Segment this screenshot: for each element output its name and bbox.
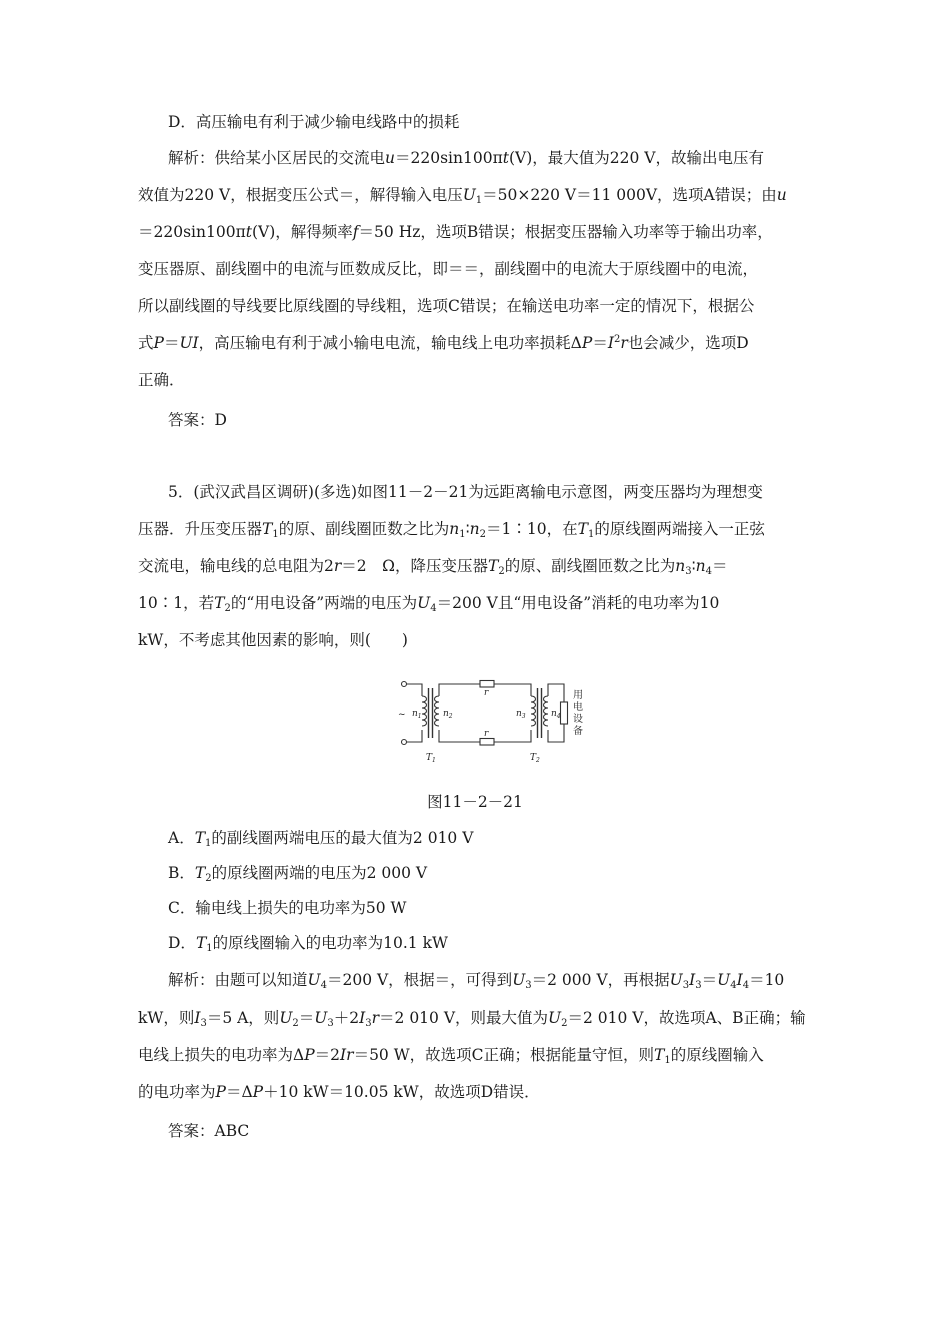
answer-2: 答案：ABC (168, 1122, 250, 1140)
coil-n3 (531, 696, 536, 726)
label-r-top: r (484, 688, 489, 698)
load-label-yong: 用 (573, 690, 583, 701)
question-5-line-2: 压器．升压变压器$T_1$的原、副线圈匝数之比为$n_1∶n_2=1∶10$，在$T_1$的原线圈两端接入一正弦 (138, 520, 765, 540)
analysis-2-line-3: 电线上损失的电功率为ΔP＝2Ir＝50 W，故选项C正确；根据能量守恒，则$T_1$的原线圈输入 (138, 1046, 764, 1066)
question-5-line-1: 5．(武汉武昌区调研)(多选)如图11－2－21为远距离输电示意图，两变压器均为理想变 (168, 483, 763, 501)
resistor-bottom (480, 739, 494, 746)
figure-caption: 图11－2－21 (427, 793, 523, 811)
load-label-dian: 电 (573, 702, 583, 713)
label-n4: $n_4$ (551, 709, 561, 720)
option-d-line: D．高压输电有利于减少输电线路中的损耗 (168, 113, 460, 131)
option-b: B．$T_2$的原线圈两端的电压为2 000 V (168, 864, 428, 884)
label-t1: $T_1$ (426, 753, 436, 764)
ac-source-symbol: ~ (398, 710, 406, 720)
label-n2: $n_2$ (443, 709, 453, 720)
analysis-2-line-2: kW，则$I_3=5$ A，则$U_2=U_3+2I_3r=2$ 010 V，则最大值为$U_2=2$ 010 V，故选项A、B正确；输 (138, 1009, 806, 1029)
input-terminal-bottom (402, 740, 407, 745)
option-d: D．$T_1$的原线圈输入的电功率为10.1 kW (168, 934, 448, 954)
coil-n4 (544, 696, 549, 726)
option-c: C．输电线上损失的电功率为50 W (168, 899, 407, 917)
input-terminal-top (402, 682, 407, 687)
load-resistor (561, 702, 568, 724)
transmission-circuit-diagram (388, 676, 598, 768)
label-n3: $n_3$ (516, 709, 526, 720)
resistor-top (480, 681, 494, 688)
analysis-1-line-3: ＝220sin100πt(V)，解得频率f＝50 Hz，选项B错误；根据变压器输入功率等于输出功率， (138, 223, 773, 241)
answer-1: 答案：D (168, 411, 227, 429)
load-label-she: 设 (573, 714, 583, 725)
label-t2: $T_2$ (530, 753, 540, 764)
analysis-1-line-6: 式P＝UI，高压输电有利于减小输电电流，输电线上电功率损耗$\Delta P=I^2r$也会减少，选项D (138, 334, 749, 352)
analysis-1-line-5: 所以副线圈的导线要比原线圈的导线粗，选项C错误；在输送电功率一定的情况下，根据公 (138, 297, 755, 315)
analysis-2-line-1: 解析：由题可以知道$U_4=200$ V，根据＝，可得到$U_3=2$ 000 V，再根据$U_3I_3=U_4I_4=10$ (168, 971, 785, 991)
question-5-line-3: 交流电，输电线的总电阻为2r＝2 Ω，降压变压器$T_2$的原、副线圈匝数之比为$n_3∶n_4=$ (138, 557, 728, 577)
analysis-2-line-4: 的电功率为P＝ΔP＋10 kW＝10.05 kW，故选项D错误． (138, 1083, 540, 1101)
analysis-1-line-2: 效值为220 V，根据变压公式＝，解得输入电压$U_1=50\times 220$ V＝11 000V，选项A错误；由u (138, 186, 787, 206)
label-r-bottom: r (484, 729, 489, 739)
option-a: A．$T_1$的副线圈两端电压的最大值为2 010 V (168, 829, 474, 849)
analysis-1-line-7: 正确． (138, 371, 185, 389)
question-5-line-4: 10∶1，若$T_2$的“用电设备”两端的电压为$U_4=200$ V且“用电设备”消耗的电功率为10 (138, 594, 720, 614)
coil-n1 (422, 696, 427, 726)
label-n1: $n_1$ (412, 709, 422, 720)
analysis-1-line-1: 解析：供给某小区居民的交流电u＝220sin100πt(V)，最大值为220 V，故输出电压有 (168, 149, 764, 167)
coil-n2 (435, 696, 440, 726)
load-label-bei: 备 (573, 726, 583, 737)
question-5-line-5: kW，不考虑其他因素的影响，则( ) (138, 631, 408, 649)
analysis-1-line-4: 变压器原、副线圈中的电流与匝数成反比，即＝＝，副线圈中的电流大于原线圈中的电流， (138, 260, 759, 278)
